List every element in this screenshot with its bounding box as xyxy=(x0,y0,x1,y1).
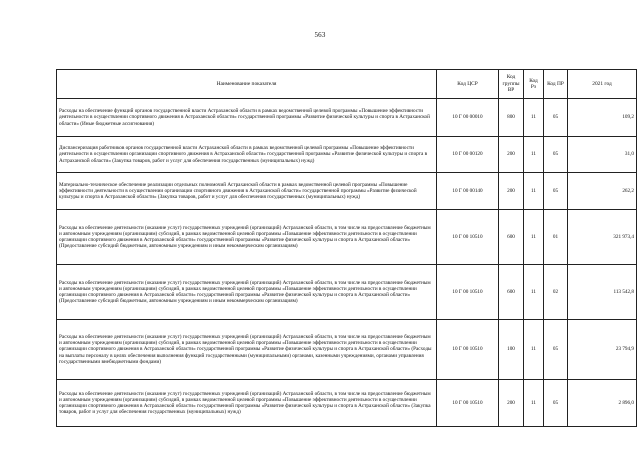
row-pr: 01 xyxy=(544,210,568,265)
table-row xyxy=(57,137,637,173)
row-pr: 05 xyxy=(544,320,568,380)
row-csr: 10 Г 00 10510 xyxy=(437,380,499,427)
table-header-row xyxy=(57,70,637,99)
row-csr: 10 Г 00 00120 xyxy=(437,137,499,173)
row-name: Расходы на обеспечение деятельности (оказание услуг) государственных учреждений (организаций) Астраханской области, в том числе на предоставление бюджетным и автономным учреждениям (организациям) субсидий, в рамках ведомственной целевой программы «Повышение эффективности деятельности в осуществлении организации спортивного движения в Астраханской области» государственной программы «Развитие физической культуры и спорта в Астраханской области» (Предоставление субсидий бюджетным, автономным учреждениям и иным некоммерческим организациям) xyxy=(57,210,437,265)
row-pr: 02 xyxy=(544,265,568,320)
row-pr: 05 xyxy=(544,137,568,173)
row-amount: 2 896,0 xyxy=(568,380,637,427)
row-vr: 200 xyxy=(499,137,524,173)
table-row xyxy=(57,173,637,210)
row-name: Расходы на обеспечение деятельности (оказание услуг) государственных учреждений (организаций) Астраханской области, в том числе на предоставление бюджетным и автономным учреждениям (организациям) субсидий, в рамках ведомственной целевой программы «Повышение эффективности деятельности в осуществлении организации спортивного движения в Астраханской области» государственной программы «Развитие физической культуры и спорта в Астраханской области» (Закупка товаров, работ и услуг для обеспечения государственных (муниципальных) нужд) xyxy=(57,380,437,427)
row-amount: 109,2 xyxy=(568,99,637,137)
table-row xyxy=(57,265,637,320)
row-name: Расходы на обеспечение деятельности (оказание услуг) государственных учреждений (организаций) Астраханской области, в том числе на предоставление бюджетным и автономным учреждениям (организациям) субсидий, в рамках ведомственной целевой программы «Повышение эффективности деятельности в осуществлении организации спортивного движения в Астраханской области» государственной программы «Развитие физической культуры и спорта в Астраханской области» (Расходы на выплаты персоналу в целях обеспечения выполнения функций государственными (муниципальными) органами, казенными учреждениями, органами управления государственными внебюджетными фондами) xyxy=(57,320,437,380)
row-name: Расходы на обеспечение деятельности (оказание услуг) государственных учреждений (организаций) Астраханской области, в том числе на предоставление бюджетным и автономным учреждениям (организациям) субсидий, в рамках ведомственной целевой программы «Повышение эффективности деятельности в осуществлении организации спортивного движения в Астраханской области» государственной программы «Развитие физической культуры и спорта в Астраханской области» (Предоставление субсидий бюджетным, автономным учреждениям и иным некоммерческим организациям) xyxy=(57,265,437,320)
row-name: Диспансеризация работников органов государственной власти Астраханской области в рамках ведомственной целевой программы «Повышение эффективности деятельности в осуществлении организации спортивного движения в Астраханской области» государственной программы «Развитие физической культуры и спорта в Астраханской области» (Закупка товаров, работ и услуг для обеспечения государственных (муниципальных) нужд) xyxy=(57,137,437,173)
row-amount: 262,2 xyxy=(568,173,637,210)
row-vr: 800 xyxy=(499,99,524,137)
row-rz: 11 xyxy=(524,320,544,380)
row-amount: 113 542,8 xyxy=(568,265,637,320)
row-csr: 10 Г 00 10510 xyxy=(437,265,499,320)
row-amount: 321 973,4 xyxy=(568,210,637,265)
row-vr: 100 xyxy=(499,320,524,380)
row-name: Материально-техническое обеспечение реализации отдельных полномочий Астраханской области в рамках ведомственной целевой программы «Повышение эффективности деятельности в осуществлении организации спортивного движения в Астраханской области» государственной программы «Развитие физической культуры и спорта в Астраханской области» (Закупка товаров, работ и услуг для обеспечения государственных (муниципальных) нужд) xyxy=(57,173,437,210)
header-csr: Код ЦСР xyxy=(437,70,499,99)
row-amount: 23 794,9 xyxy=(568,320,637,380)
row-csr: 10 Г 00 10510 xyxy=(437,210,499,265)
row-csr: 10 Г 00 00010 xyxy=(437,99,499,137)
row-amount: 31,0 xyxy=(568,137,637,173)
row-rz: 11 xyxy=(524,137,544,173)
row-pr: 05 xyxy=(544,173,568,210)
row-rz: 11 xyxy=(524,99,544,137)
table-row xyxy=(57,210,637,265)
header-name: Наименование показателя xyxy=(57,70,437,99)
row-rz: 11 xyxy=(524,380,544,427)
row-vr: 600 xyxy=(499,265,524,320)
page-number: 563 xyxy=(314,31,326,39)
row-pr: 05 xyxy=(544,380,568,427)
table-row xyxy=(57,99,637,137)
header-pr: Код ПР xyxy=(544,70,568,99)
header-rz: Код Рз xyxy=(524,70,544,99)
row-vr: 600 xyxy=(499,210,524,265)
row-pr: 05 xyxy=(544,99,568,137)
row-rz: 11 xyxy=(524,265,544,320)
row-csr: 10 Г 00 10510 xyxy=(437,320,499,380)
table-row xyxy=(57,320,637,380)
row-vr: 200 xyxy=(499,173,524,210)
header-vr: Код группы ВР xyxy=(499,70,524,99)
row-rz: 11 xyxy=(524,210,544,265)
row-name: Расходы на обеспечение функций органов государственной власти Астраханской области в рамках ведомственной целевой программы «Повышение эффективности деятельности в осуществлении спортивного движения в Астраханской области» государственной программы «Развитие физической культуры и спорта в Астраханской области» (Иные бюджетные ассигнования) xyxy=(57,99,437,137)
row-vr: 200 xyxy=(499,380,524,427)
row-csr: 10 Г 00 00140 xyxy=(437,173,499,210)
row-rz: 11 xyxy=(524,173,544,210)
table-row xyxy=(57,380,637,427)
budget-table xyxy=(56,69,637,427)
header-year: 2021 год xyxy=(568,70,637,99)
